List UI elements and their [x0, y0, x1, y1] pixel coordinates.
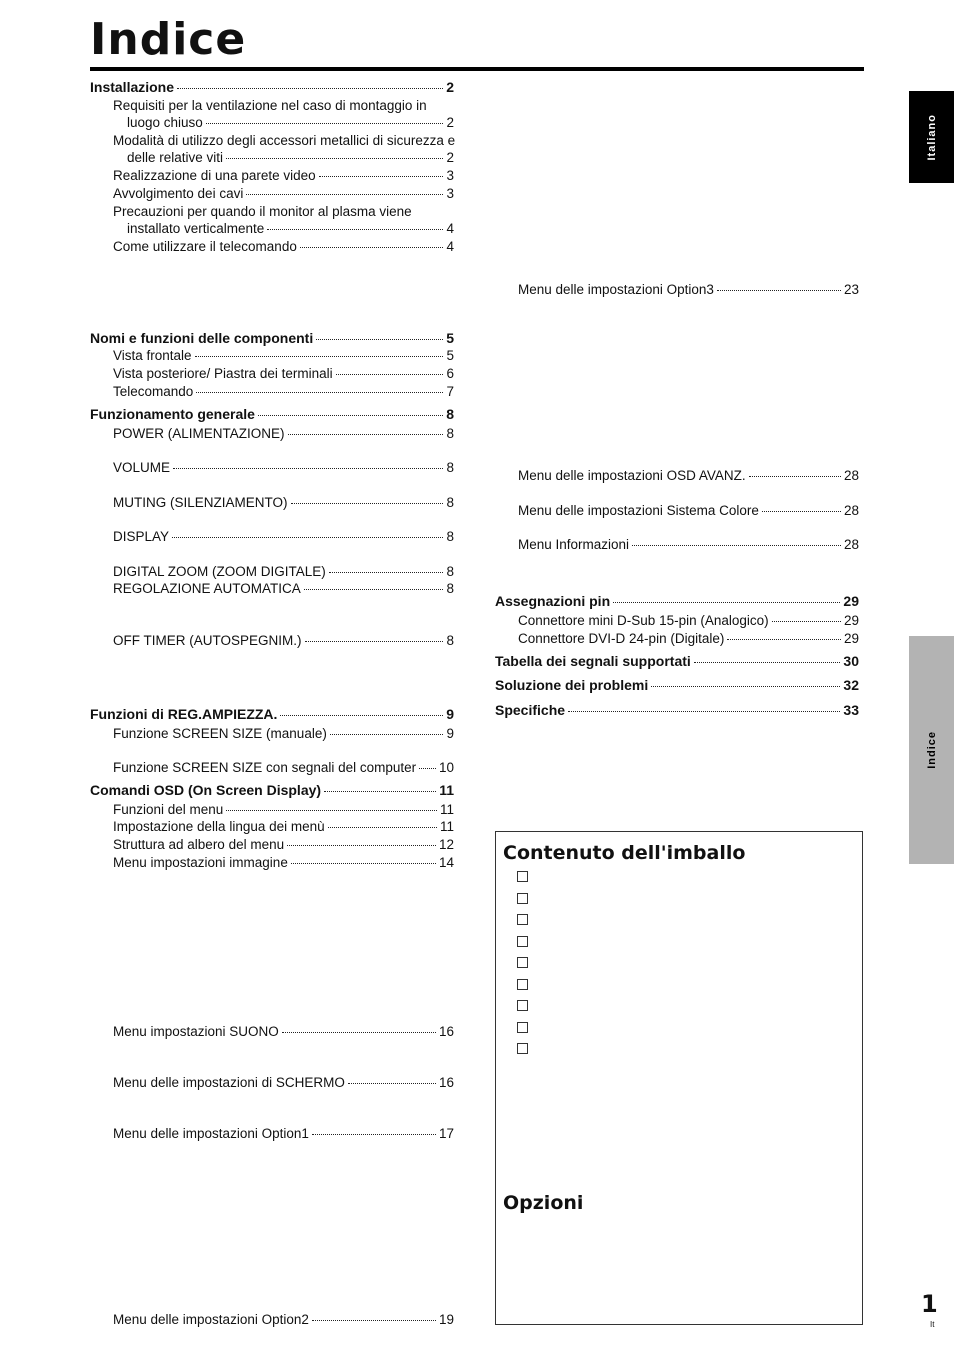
dot-leader — [282, 1032, 436, 1033]
dot-leader — [312, 1320, 436, 1321]
toc-entry — [518, 612, 859, 629]
toc-entry — [113, 854, 454, 871]
toc-entry-label-cont: installato verticalmente — [127, 221, 265, 236]
toc-entry-label: Struttura ad albero del menu — [113, 837, 285, 852]
toc-entry-page: 8 — [446, 581, 454, 596]
toc-entry-page: 32 — [843, 677, 859, 693]
toc-entry-label: Menu delle impostazioni OSD AVANZ. — [518, 468, 746, 483]
toc-entry-page: 16 — [438, 1075, 454, 1090]
page-title: Indice — [90, 14, 247, 65]
toc-entry — [113, 528, 454, 545]
toc-entry-label: Menu impostazioni immagine — [113, 855, 288, 870]
toc-entry — [518, 630, 859, 647]
toc-entry-page: 29 — [843, 613, 859, 628]
toc-entry — [113, 185, 454, 202]
toc-entry-label: Soluzione dei problemi — [495, 677, 649, 693]
dot-leader — [267, 229, 443, 230]
toc-entry — [113, 365, 454, 382]
package-item-checkbox — [517, 1022, 528, 1033]
toc-entry-page: 11 — [439, 802, 454, 817]
toc-entry — [113, 759, 454, 776]
toc-entry-label: DISPLAY — [113, 529, 170, 544]
toc-entry — [113, 836, 454, 853]
toc-entry-label: Connettore DVI-D 24-pin (Digitale) — [518, 631, 725, 646]
package-item-checkbox — [517, 979, 528, 990]
toc-entry-page: 8 — [446, 529, 454, 544]
toc-entry-label: Come utilizzare il telecomando — [113, 239, 297, 254]
toc-entry — [518, 502, 859, 519]
dot-leader — [196, 392, 443, 393]
toc-entry-label: Assegnazioni pin — [495, 593, 611, 609]
toc-entry-label: DIGITAL ZOOM (ZOOM DIGITALE) — [113, 564, 326, 579]
dot-leader — [694, 662, 841, 663]
toc-entry-label-cont: delle relative viti — [127, 150, 224, 165]
toc-entry — [113, 1074, 454, 1091]
dot-leader — [336, 374, 444, 375]
toc-entry-label: Menu delle impostazioni Option3 — [518, 282, 714, 297]
toc-entry — [518, 467, 859, 484]
toc-entry-page: 19 — [438, 1312, 454, 1327]
toc-entry — [113, 801, 454, 818]
toc-entry-page: 4 — [446, 221, 454, 236]
toc-entry-label: Menu delle impostazioni Option1 — [113, 1126, 309, 1141]
dot-leader — [173, 468, 443, 469]
toc-entry-page: 6 — [446, 366, 454, 381]
toc-entry — [90, 706, 454, 723]
toc-entry — [518, 281, 859, 298]
toc-entry — [495, 677, 859, 694]
dot-leader — [348, 1083, 436, 1084]
toc-entry-page: 33 — [843, 702, 859, 718]
toc-entry-page: 8 — [446, 633, 454, 648]
dot-leader — [330, 734, 444, 735]
toc-entry-label: Avvolgimento dei cavi — [113, 186, 244, 201]
toc-entry-page: 12 — [438, 837, 454, 852]
toc-entry — [113, 383, 454, 400]
section-tab — [909, 636, 954, 864]
toc-entry-page: 3 — [446, 168, 454, 183]
toc-entry — [495, 653, 859, 670]
toc-entry-label: Menu Informazioni — [518, 537, 630, 552]
toc-entry-page: 29 — [843, 593, 859, 609]
dot-leader — [727, 639, 841, 640]
toc-entry — [113, 132, 454, 166]
dot-leader — [312, 1134, 436, 1135]
dot-leader — [324, 791, 436, 792]
toc-entry — [90, 330, 454, 347]
toc-entry-label: Menu delle impostazioni Sistema Colore — [518, 503, 759, 518]
dot-leader — [226, 158, 443, 159]
dot-leader — [177, 88, 443, 89]
toc-entry-label-cont: luogo chiuso — [127, 115, 203, 130]
toc-entry-label: Funzione SCREEN SIZE con segnali del computer — [113, 760, 417, 775]
toc-entry-label: Specifiche — [495, 702, 566, 718]
dot-leader — [316, 339, 443, 340]
toc-entry-label: Funzioni del menu — [113, 802, 224, 817]
toc-entry — [113, 459, 454, 476]
toc-entry-page: 28 — [843, 537, 859, 552]
toc-entry — [113, 425, 454, 442]
title-rule — [90, 67, 864, 71]
toc-entry-label: Comandi OSD (On Screen Display) — [90, 782, 322, 798]
toc-entry-page: 28 — [843, 503, 859, 518]
dot-leader — [328, 827, 437, 828]
toc-entry — [90, 406, 454, 423]
toc-entry — [113, 1125, 454, 1142]
options-heading: Opzioni — [503, 1192, 584, 1214]
package-item-checkbox — [517, 1043, 528, 1054]
toc-entry — [113, 1311, 454, 1328]
toc-entry — [518, 536, 859, 553]
toc-entry-label: Tabella dei segnali supportati — [495, 653, 691, 669]
dot-leader — [287, 845, 436, 846]
toc-entry-page: 2 — [446, 150, 454, 165]
dot-leader — [280, 715, 443, 716]
toc-entry-page: 8 — [446, 460, 454, 475]
section-tab-label: Indice — [925, 731, 938, 769]
toc-entry-page: 17 — [438, 1126, 454, 1141]
dot-leader — [195, 356, 444, 357]
toc-entry — [113, 238, 454, 255]
language-tab — [909, 91, 954, 183]
package-contents-heading: Contenuto dell'imballo — [503, 842, 746, 864]
toc-entry-label: Modalità di utilizzo degli accessori metallici di sicurezza e — [113, 133, 456, 148]
toc-entry-page: 16 — [438, 1024, 454, 1039]
toc-entry-page: 14 — [438, 855, 454, 870]
toc-entry-page: 29 — [843, 631, 859, 646]
toc-entry-page: 7 — [446, 384, 454, 399]
toc-entry — [113, 632, 454, 649]
dot-leader — [172, 537, 443, 538]
dot-leader — [291, 863, 436, 864]
toc-entry-label: Menu impostazioni SUONO — [113, 1024, 279, 1039]
toc-entry — [113, 725, 454, 742]
toc-entry — [495, 702, 859, 719]
dot-leader — [258, 415, 443, 416]
toc-entry-label: Precauzioni per quando il monitor al plasma viene — [113, 204, 412, 219]
toc-entry-label: Requisiti per la ventilazione nel caso di montaggio in — [113, 98, 427, 113]
dot-leader — [419, 768, 436, 769]
toc-entry-label: Menu delle impostazioni di SCHERMO — [113, 1075, 345, 1090]
package-contents-box — [495, 831, 863, 1325]
toc-entry-page: 8 — [446, 495, 454, 510]
toc-entry-label: POWER (ALIMENTAZIONE) — [113, 426, 285, 441]
dot-leader — [304, 589, 444, 590]
dot-leader — [651, 686, 840, 687]
toc-entry — [113, 1023, 454, 1040]
toc-entry-page: 28 — [843, 468, 859, 483]
toc-entry-continuation — [113, 149, 454, 166]
toc-entry-page: 5 — [446, 330, 454, 346]
toc-entry-page: 23 — [843, 282, 859, 297]
page-language-code: It — [930, 1320, 935, 1329]
toc-entry-page: 2 — [446, 115, 454, 130]
language-tab-label: Italiano — [925, 113, 938, 161]
toc-entry-page: 5 — [446, 348, 454, 363]
package-item-checkbox — [517, 936, 528, 947]
package-item-checkbox — [517, 914, 528, 925]
page-number: 1 — [921, 1290, 938, 1318]
toc-entry — [113, 167, 454, 184]
toc-entry-label: OFF TIMER (AUTOSPEGNIM.) — [113, 633, 302, 648]
toc-entry-label: Vista posteriore/ Piastra dei terminali — [113, 366, 333, 381]
toc-entry-page: 2 — [446, 79, 454, 95]
dot-leader — [226, 810, 437, 811]
package-item-checkbox — [517, 893, 528, 904]
dot-leader — [305, 641, 444, 642]
toc-entry-page: 9 — [446, 706, 454, 722]
toc-entry-label: Connettore mini D-Sub 15-pin (Analogico) — [518, 613, 769, 628]
toc-entry-page: 11 — [439, 782, 454, 798]
dot-leader — [291, 503, 444, 504]
toc-entry-label: Impostazione della lingua dei menù — [113, 819, 325, 834]
toc-entry-page: 9 — [446, 726, 454, 741]
toc-entry-label: REGOLAZIONE AUTOMATICA — [113, 581, 301, 596]
toc-entry-page: 8 — [446, 426, 454, 441]
toc-entry-label: Telecomando — [113, 384, 194, 399]
toc-entry-continuation — [113, 220, 454, 237]
toc-entry — [113, 580, 454, 597]
toc-entry — [113, 494, 454, 511]
dot-leader — [329, 572, 444, 573]
toc-entry-label: Installazione — [90, 79, 175, 95]
toc-entry — [90, 782, 454, 799]
dot-leader — [288, 434, 444, 435]
toc-entry-label: Funzionamento generale — [90, 406, 255, 422]
toc-entry-label: Vista frontale — [113, 348, 192, 363]
dot-leader — [246, 194, 443, 195]
toc-entry-page: 11 — [439, 819, 454, 834]
toc-entry — [113, 203, 454, 237]
toc-entry-page: 8 — [446, 564, 454, 579]
toc-entry-continuation — [113, 114, 454, 131]
toc-entry-label: Realizzazione di una parete video — [113, 168, 316, 183]
toc-entry-page: 10 — [438, 760, 454, 775]
toc-entry — [113, 97, 454, 131]
toc-entry-page: 8 — [446, 406, 454, 422]
toc-entry — [113, 818, 454, 835]
toc-entry-label: MUTING (SILENZIAMENTO) — [113, 495, 288, 510]
dot-leader — [749, 476, 841, 477]
dot-leader — [632, 545, 841, 546]
package-item-checkbox — [517, 871, 528, 882]
toc-entry — [90, 79, 454, 96]
toc-entry-label: Menu delle impostazioni Option2 — [113, 1312, 309, 1327]
toc-entry — [495, 593, 859, 610]
dot-leader — [319, 176, 444, 177]
dot-leader — [717, 290, 841, 291]
toc-entry-label: Funzioni di REG.AMPIEZZA. — [90, 706, 278, 722]
dot-leader — [772, 621, 841, 622]
dot-leader — [762, 511, 841, 512]
toc-entry-page: 30 — [843, 653, 859, 669]
dot-leader — [613, 602, 840, 603]
package-item-checkbox — [517, 1000, 528, 1011]
toc-entry-page: 3 — [446, 186, 454, 201]
dot-leader — [568, 711, 840, 712]
toc-entry-label: Nomi e funzioni delle componenti — [90, 330, 314, 346]
toc-entry-page: 4 — [446, 239, 454, 254]
toc-entry — [113, 347, 454, 364]
toc-entry — [113, 563, 454, 580]
dot-leader — [206, 123, 444, 124]
package-item-checkbox — [517, 957, 528, 968]
toc-entry-label: VOLUME — [113, 460, 171, 475]
toc-entry-label: Funzione SCREEN SIZE (manuale) — [113, 726, 327, 741]
dot-leader — [300, 247, 444, 248]
